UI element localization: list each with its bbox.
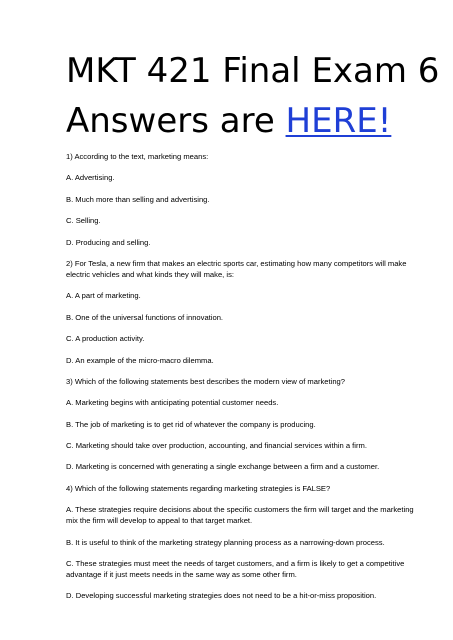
answer-option: C. Selling. <box>66 216 101 226</box>
question-1: 1) According to the text, marketing means: <box>66 152 209 161</box>
answer-option: A. A part of marketing. <box>66 291 141 301</box>
question-4: 4) Which of the following statements regarding marketing strategies is FALSE? <box>66 483 331 493</box>
page-title <box>66 46 440 146</box>
answer-option: B. The job of marketing is to get rid of whatever the company is producing. <box>66 419 316 429</box>
here-link[interactable]: HERE! <box>285 101 392 141</box>
title-line-2 <box>66 96 426 146</box>
answer-option: D. An example of the micro-macro dilemma. <box>66 355 214 365</box>
question-list <box>66 151 426 612</box>
title-line-1: MKT 421 Final Exam 6 <box>66 51 440 91</box>
answer-option: D. Developing successful marketing strategies does not need to be a hit-or-miss proposition. <box>66 591 377 601</box>
answer-option: C. A production activity. <box>66 334 145 344</box>
answer-option: D. Producing and selling. <box>66 237 151 247</box>
answer-option: B. One of the universal functions of innovation. <box>66 312 224 322</box>
answer-option: C. Marketing should take over production, accounting, and financial services within a firm. <box>66 441 367 451</box>
title-line-2-prefix: Answers are <box>66 101 286 141</box>
answer-option: B. Much more than selling and advertising. <box>66 194 210 204</box>
question-2: 2) For Tesla, a new firm that makes an electric sports car, estimating how many competitors will make electric vehicles and what kinds they will make, is: <box>66 258 407 279</box>
answer-option: A. Marketing begins with anticipating potential customer needs. <box>66 398 279 408</box>
answer-option: A. These strategies require decisions about the specific customers the firm will target and the marketing mix the firm will develop to appeal to that target market. <box>66 505 414 526</box>
answer-option: D. Marketing is concerned with generating a single exchange between a firm and a customer. <box>66 462 380 472</box>
answer-option: B. It is useful to think of the marketing strategy planning process as a narrowing-down process. <box>66 537 385 547</box>
answer-option: A. Advertising. <box>66 173 115 183</box>
answer-option: C. These strategies must meet the needs of target customers, and a firm is likely to get a competitive advantage if it just meets needs in the same way as some other firm. <box>66 559 405 580</box>
question-3: 3) Which of the following statements best describes the modern view of marketing? <box>66 376 345 386</box>
